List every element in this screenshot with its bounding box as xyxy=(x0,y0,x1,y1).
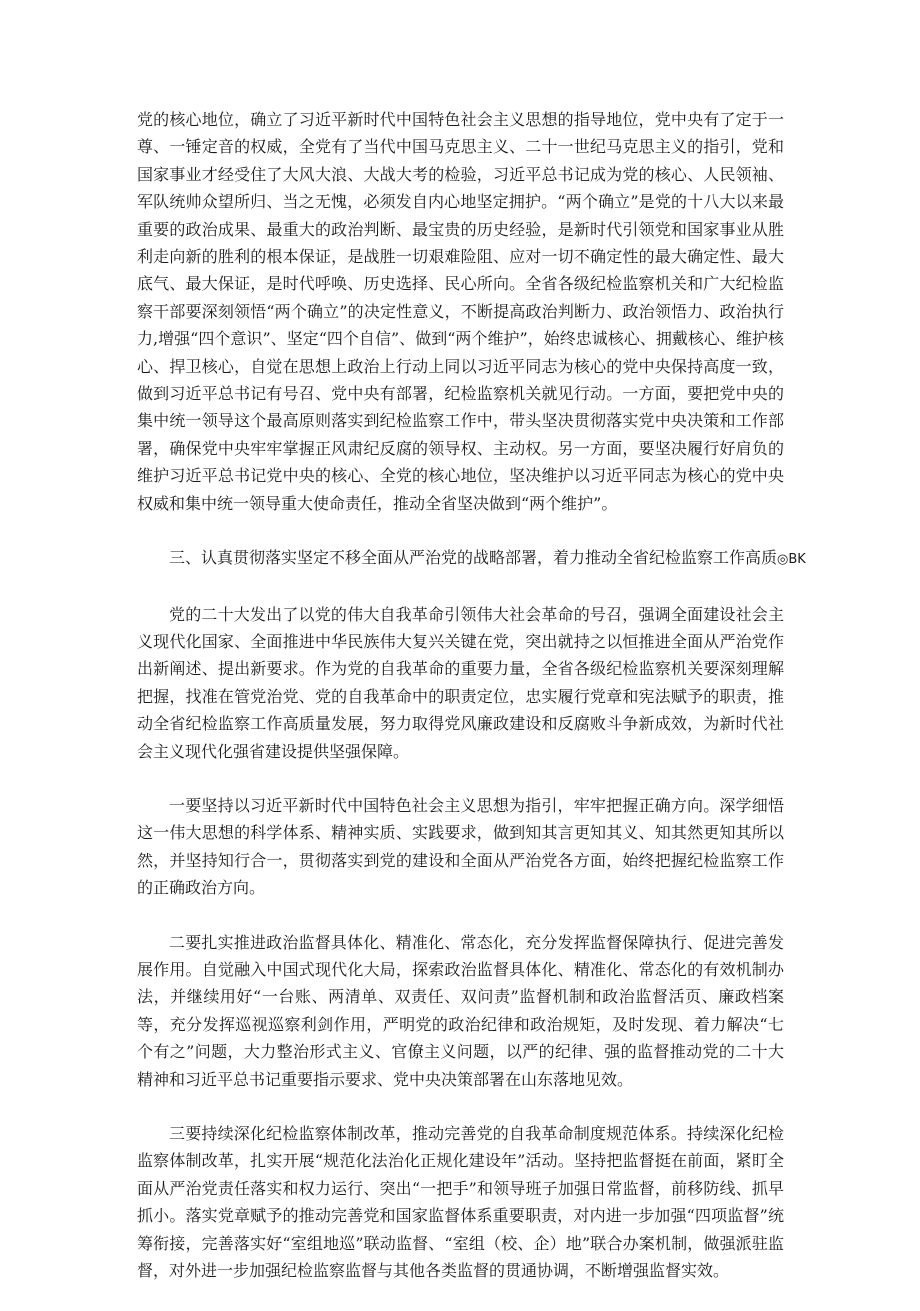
paragraph-twentieth-congress: 党的二十大发出了以党的伟大自我革命引领伟大社会革命的号召，强调全面建设社会主义现代化国家、全面推进中华民族伟大复兴关键在党，突出就持之以恒推进全面从严治党作出新阐述、提出新要求。作为党的自我革命的重要力量，全省各级纪检监察机关要深刻理解把握，找准在管党治党、党的自我革命中的职责定位，忠实履行党章和宪法赋予的职责，推动全省纪检监察工作高质量发展，努力取得党风廉政建设和反腐败斗争新成效，为新时代社会主义现代化强省建设提供坚强保障。 xyxy=(137,604,784,761)
paragraph-point-two: 二要扎实推进政治监督具体化、精准化、常态化，充分发挥监督保障执行、促进完善发展作用。自觉融入中国式现代化大局，探索政治监督具体化、精准化、常态化的有效机制办法，并继续用好“一台账、两清单、双责任、双问责”监督机制和政治监督活页、廉政档案等，充分发挥巡视巡察利剑作用，严明党的政治纪律和政治规矩，及时发现、着力解决“七个有之”问题，大力整治形式主义、官僚主义问题，以严的纪律、强的监督推动党的二十大精神和习近平总书记重要指示要求、党中央决策部署在山东落地见效。 xyxy=(137,932,784,1089)
section-heading-3 xyxy=(137,544,806,573)
document-body xyxy=(137,106,806,1311)
section-heading-text: 三、认真贯彻落实坚定不移全面从严治党的战略部署，着力推动全省纪检监察工作高质 xyxy=(169,548,778,568)
heading-overflow-mark: ◎BK xyxy=(777,552,806,568)
paragraph-point-one: 一要坚持以习近平新时代中国特色社会主义思想为指引，牢牢把握正确方向。深学细悟这一伟大思想的科学体系、精神实质、实践要求，做到知其言更知其义、知其然更知其所以然，并坚持知行合一，贯彻落实到党的建设和全面从严治党各方面，始终把握纪检监察工作的正确政治方向。 xyxy=(137,795,784,898)
paragraph-continuation: 党的核心地位，确立了习近平新时代中国特色社会主义思想的指导地位，党中央有了定于一尊、一锤定音的权威，全党有了当代中国马克思主义、二十一世纪马克思主义的指引，党和国家事业才经受住了大风大浪、大战大考的检验，习近平总书记成为党的核心、人民领袖、军队统帅众望所归、当之无愧，必须发自内心地坚定拥护。“两个确立”是党的十八大以来最重要的政治成果、最重大的政治判断、最宝贵的历史经验，是新时代引领党和国家事业从胜利走向新的胜利的根本保证，是战胜一切艰难险阻、应对一切不确定性的最大确定性、最大底气、最大保证，是时代呼唤、历史选择、民心所向。全省各级纪检监察机关和广大纪检监察干部要深刻领悟“两个确立”的决定性意义，不断提高政治判断力、政治领悟力、政治执行力,增强“四个意识”、坚定“四个自信”、做到“两个维护”，始终忠诚核心、拥戴核心、维护核心、捍卫核心，自觉在思想上政治上行动上同以习近平同志为核心的党中央保持高度一致，做到习近平总书记有号召、党中央有部署，纪检监察机关就见行动。一方面，要把党中央的集中统一领导这个最高原则落实到纪检监察工作中，带头坚决贯彻落实党中央决策和工作部署，确保党中央牢牢掌握正风肃纪反腐的领导权、主动权。另一方面，要坚决履行好肩负的维护习近平总书记党中央的核心、全党的核心地位，坚决维护以习近平同志为核心的党中央权威和集中统一领导重大使命责任，推动全省坚决做到“两个维护”。 xyxy=(137,110,784,513)
paragraph-point-three: 三要持续深化纪检监察体制改革，推动完善党的自我革命制度规范体系。持续深化纪检监察体制改革，扎实开展“规范化法治化正规化建设年”活动。坚持把监督挺在前面，紧盯全面从严治党责任落实和权力运行、突出“一把手”和领导班子加强日常监督，前移防线、抓早抓小。落实党章赋予的推动完善党和国家监督体系重要职责，对内进一步加强“四项监督”统筹衔接，完善落实好“室组地巡”联动监督、“室组（校、企）地”联合办案机制，做强派驻监督，对外进一步加强纪检监察监督与其他各类监督的贯通协调，不断增强监督实效。 xyxy=(137,1124,784,1281)
